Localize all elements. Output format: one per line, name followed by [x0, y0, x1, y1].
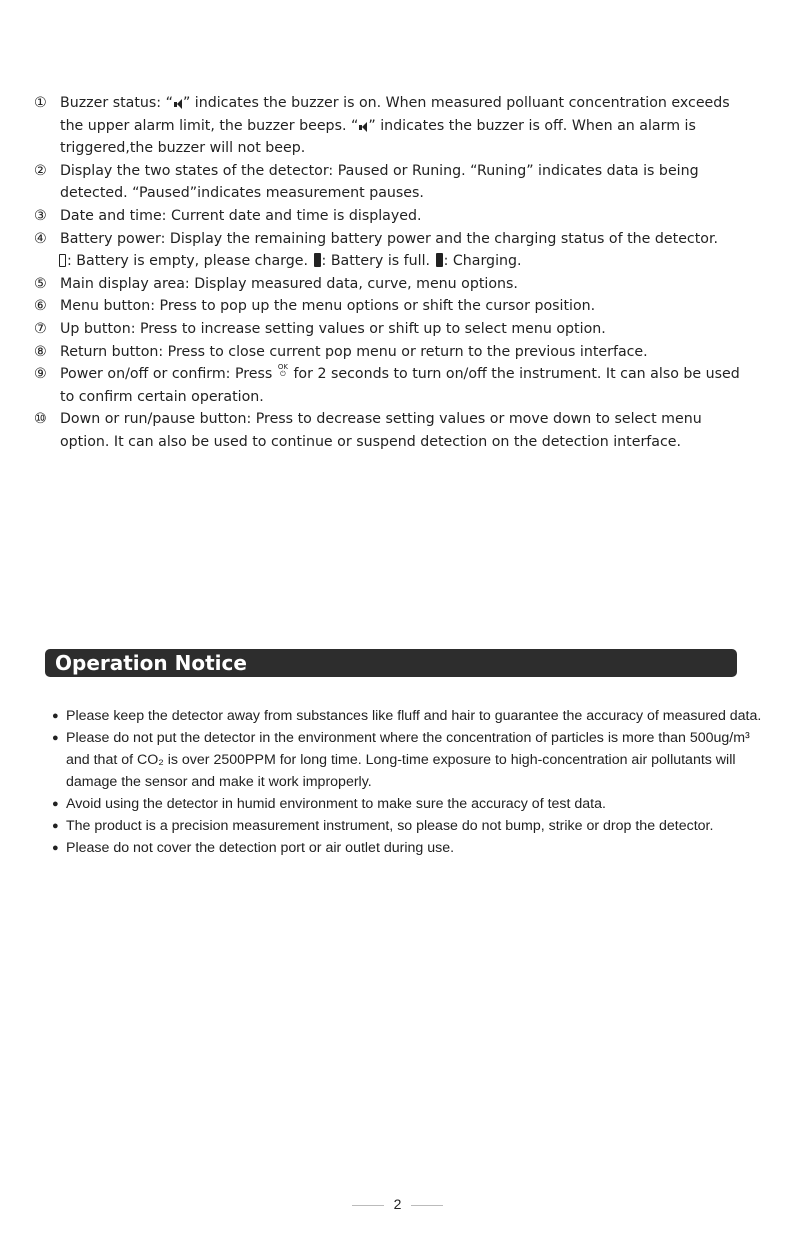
feature-number: ⑩	[34, 411, 47, 428]
bullet-icon: ●	[52, 732, 59, 744]
feature-text: Main display area: Display measured data, curve, menu options.	[60, 275, 518, 292]
feature-item	[34, 160, 754, 205]
bullet-icon: ●	[52, 798, 59, 810]
feature-number: ②	[34, 162, 47, 179]
feature-number: ⑦	[34, 320, 47, 337]
feature-number: ⑤	[34, 275, 47, 292]
notice-list	[52, 705, 762, 859]
feature-text: Down or run/pause button: Press to decrease setting values or move down to select menu option. It can also be used to continue or suspend detection on the detection interface.	[60, 411, 702, 450]
notice-text: Avoid using the detector in humid environment to make sure the accuracy of test data.	[66, 796, 606, 812]
feature-number: ①	[34, 95, 47, 111]
notice-item	[52, 793, 762, 815]
battery-empty-icon	[59, 254, 66, 267]
notice-text: Please keep the detector away from substances like fluff and hair to guarantee the accuracy of measured data.	[66, 708, 762, 724]
feature-number: ⑨	[34, 366, 47, 383]
section-title: Operation Notice	[55, 651, 247, 675]
notice-text: Please do not cover the detection port or air outlet during use.	[66, 840, 455, 856]
battery-legend: : Battery is empty, please charge. : Battery is full. : Charging.	[34, 250, 754, 273]
bullet-icon: ●	[52, 710, 59, 722]
feature-item	[34, 273, 754, 296]
notice-item	[52, 815, 762, 837]
feature-item	[34, 295, 754, 318]
feature-text: Return button: Press to close current pop menu or return to the previous interface.	[60, 343, 648, 360]
feature-item	[34, 408, 754, 453]
speaker-icon	[359, 122, 367, 132]
feature-text: Power on/off or confirm: Press OK ⏻ for 2 seconds to turn on/off the instrument. It can also be used to confirm certain operation.	[60, 363, 740, 405]
notice-text: Please do not put the detector in the environment where the concentration of particles is more than 500ug/m³ and that of CO₂ is over 2500PPM for long time. Long-time exposure to high-concentration air pollutants will damage the sensor and make it work improperly.	[66, 730, 750, 790]
ok-power-icon: OK ⏻	[277, 363, 288, 379]
page-number: 2	[0, 1196, 795, 1212]
notice-item	[52, 727, 762, 793]
feature-item	[34, 228, 754, 251]
feature-item	[34, 341, 754, 364]
notice-text: The product is a precision measurement instrument, so please do not bump, strike or drop the detector.	[66, 818, 714, 834]
feature-text: Date and time: Current date and time is displayed.	[60, 207, 422, 224]
feature-text: Display the two states of the detector: Paused or Runing. “Runing” indicates data is being detected. “Paused”indicates measurement pauses.	[60, 162, 699, 202]
feature-list	[34, 92, 754, 454]
feature-number: ④	[34, 230, 47, 247]
bullet-icon: ●	[52, 842, 59, 854]
bullet-icon: ●	[52, 820, 59, 832]
feature-item	[34, 205, 754, 228]
feature-item	[34, 92, 754, 160]
divider	[411, 1205, 443, 1206]
feature-number: ⑧	[34, 343, 47, 360]
divider	[352, 1205, 384, 1206]
feature-number: ⑥	[34, 298, 47, 315]
feature-number: ③	[34, 207, 47, 224]
feature-text: Menu button: Press to pop up the menu options or shift the cursor position.	[60, 298, 596, 315]
section-banner	[45, 649, 737, 677]
notice-item	[52, 705, 762, 727]
feature-item	[34, 318, 754, 341]
notice-item	[52, 837, 762, 859]
feature-text: Battery power: Display the remaining battery power and the charging status of the detector.	[60, 230, 719, 247]
battery-charging-icon	[436, 253, 443, 267]
speaker-icon	[174, 99, 182, 109]
feature-text: Up button: Press to increase setting values or shift up to select menu option.	[60, 320, 606, 337]
feature-text: Buzzer status: “ ” indicates the buzzer is on. When measured polluant concentration exceeds the upper alarm limit, the buzzer beeps. “ ” indicates the buzzer is off. When an alarm is triggered,the buzzer will not beep.	[60, 95, 730, 157]
feature-item	[34, 363, 754, 408]
battery-full-icon	[314, 253, 321, 267]
